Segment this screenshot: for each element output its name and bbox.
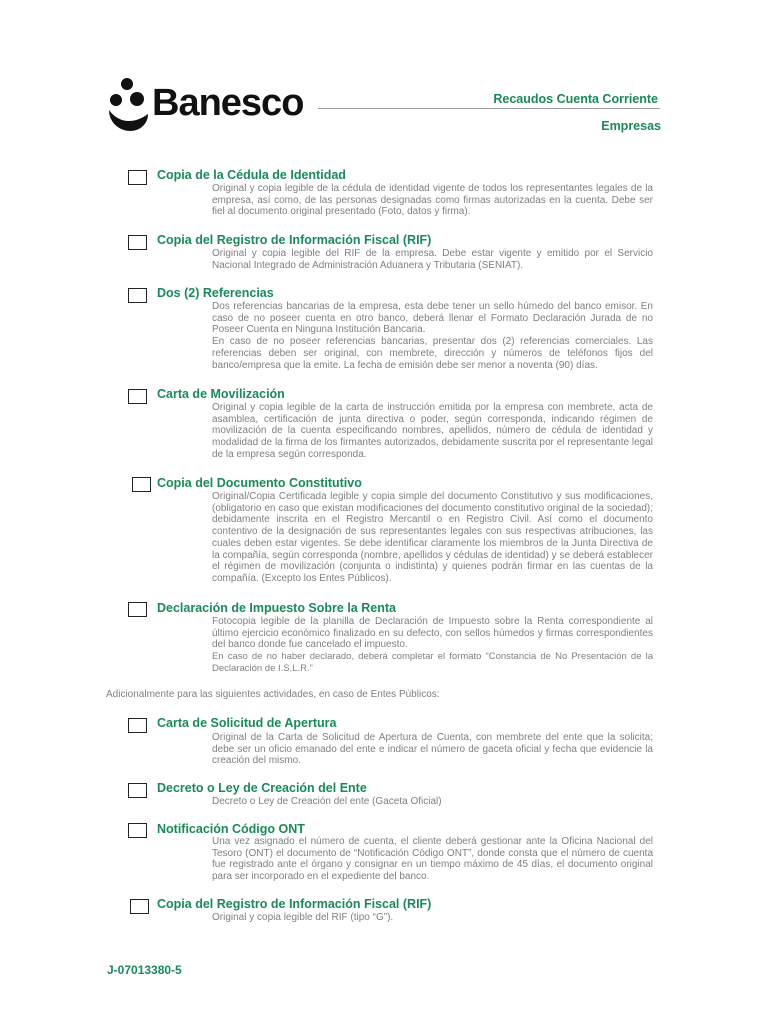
checkbox-rif[interactable] [128, 235, 147, 250]
checkbox-referencias[interactable] [128, 288, 147, 303]
item-title: Carta de Movilización [157, 387, 285, 401]
item-description: Original/Copia Certificada legible y copia simple del documento Constitutivo y sus modificaciones, (obligatorio en caso que existan modificaciones del documento constitutivo original de la sociedad); debidamente inscrita en el Registro Mercantil o en Registro Civil. Así como el documento contentivo de la designación de sus representantes legales con sus respectivas atribuciones, las cuales deben estar vigentes. Se debe identificar claramente los miembros de la Junta Directiva de la compañía, según corresponda (nombre, apellidos y cédulas de identidad) y se deberá establecer el régimen de movilización (conjunta o indistinta) y quienes podrán firmar en las cuentas de la compañía. (Excepto los Entes Públicos). [212, 491, 653, 584]
item-description: Original y copia legible de la cédula de identidad vigente de todos los representantes legales de la empresa, así como, de las personas designadas como firmas autorizadas en la cuenta. Debe ser fiel al documento original presentado (Foto, datos y firma). [212, 183, 653, 218]
item-description: Original y copia legible del RIF (tipo “G”). [212, 912, 394, 923]
item-description: Dos referencias bancarias de la empresa, esta debe tener un sello húmedo del banco emisor. En caso de no poseer cuenta en otro banco, deberá llenar el Formato Declaración Jurada de no Poseer Cuenta en Ninguna Institución Bancaria. En caso de no poseer referencias bancarias, presentar dos (2) referencias comerciales. Las referencias deben ser original, con membrete, dirección y números de teléfonos fijos del banco/empresa que la emite. La fecha de emisión debe ser menor a noventa (90) días. [212, 301, 653, 371]
item-description: Fotocopia legible de la planilla de Declaración de Impuesto sobre la Renta correspondiente al último ejercicio económico finalizado en su defecto, con sellos húmedos y firmas correspondientes del banco donde fue cancelado el impuesto. En caso de no haber declarado, deberá completar el formato “Constancia de No Presentación de la Declaración de I.S.L.R.” [212, 616, 653, 674]
item-title: Carta de Solicitud de Apertura [157, 716, 337, 730]
item-title: Decreto o Ley de Creación del Ente [157, 781, 367, 795]
checkbox-islr[interactable] [128, 602, 147, 617]
checkbox-documento-constitutivo[interactable] [132, 477, 151, 492]
item-title: Notificación Código ONT [157, 822, 305, 836]
checkbox-decreto[interactable] [128, 783, 147, 798]
item-description: Original y copia legible de la carta de instrucción emitida por la empresa con membrete, acta de asamblea, certificación de junta directiva o poder, según corresponda, indicando régimen de movilización de la cuenta especificando nombres, apellidos, número de cédula de identidad y modalidad de la firma de los firmantes autorizados, debidamente suscrita por el representante legal de la empresa según corresponda. [212, 402, 653, 460]
banesco-logo [105, 74, 325, 134]
item-title: Declaración de Impuesto Sobre la Renta [157, 601, 396, 615]
item-title: Copia del Documento Constitutivo [157, 476, 362, 490]
page-subtitle: Empresas [601, 119, 661, 133]
item-description: Original de la Carta de Solicitud de Apertura de Cuenta, con membrete del ente que la solicita; debe ser un oficio emanado del ente e indicar el número de gaceta oficial y fecha que evidencie la creación del mismo. [212, 732, 653, 767]
checkbox-cedula[interactable] [128, 170, 147, 185]
item-description: Original y copia legible del RIF de la empresa. Debe estar vigente y emitido por el Servicio Nacional Integrado de Administración Aduanera y Tributaria (SENIAT). [212, 248, 653, 271]
entes-publicos-note: Adicionalmente para las siguientes actividades, en caso de Entes Públicos: [106, 689, 440, 700]
rif-number: J-07013380-5 [107, 963, 182, 977]
item-title: Dos (2) Referencias [157, 286, 274, 300]
checkbox-codigo-ont[interactable] [128, 823, 147, 838]
brand-name: Banesco [152, 82, 304, 124]
page-title: Recaudos Cuenta Corriente [493, 92, 658, 106]
item-title: Copia del Registro de Información Fiscal (RIF) [157, 897, 432, 911]
checkbox-movilizacion[interactable] [128, 389, 147, 404]
checkbox-solicitud-apertura[interactable] [128, 718, 147, 733]
header-divider [318, 108, 660, 109]
item-title: Copia de la Cédula de Identidad [157, 168, 346, 182]
item-description: Una vez asignado el número de cuenta, el cliente deberá gestionar ante la Oficina Nacional del Tesoro (ONT) el documento de “Notificación Código ONT”, donde consta que el número de cuenta fue registrado ante el órgano y consignar en un tiempo máximo de 45 días, el documento original para ser incorporado en el expediente del banco. [212, 836, 653, 883]
banesco-logo-icon [105, 74, 151, 134]
item-description: Decreto o Ley de Creación del ente (Gaceta Oficial) [212, 796, 442, 807]
item-title: Copia del Registro de Información Fiscal (RIF) [157, 233, 432, 247]
checkbox-rif-tipo-g[interactable] [130, 899, 149, 914]
